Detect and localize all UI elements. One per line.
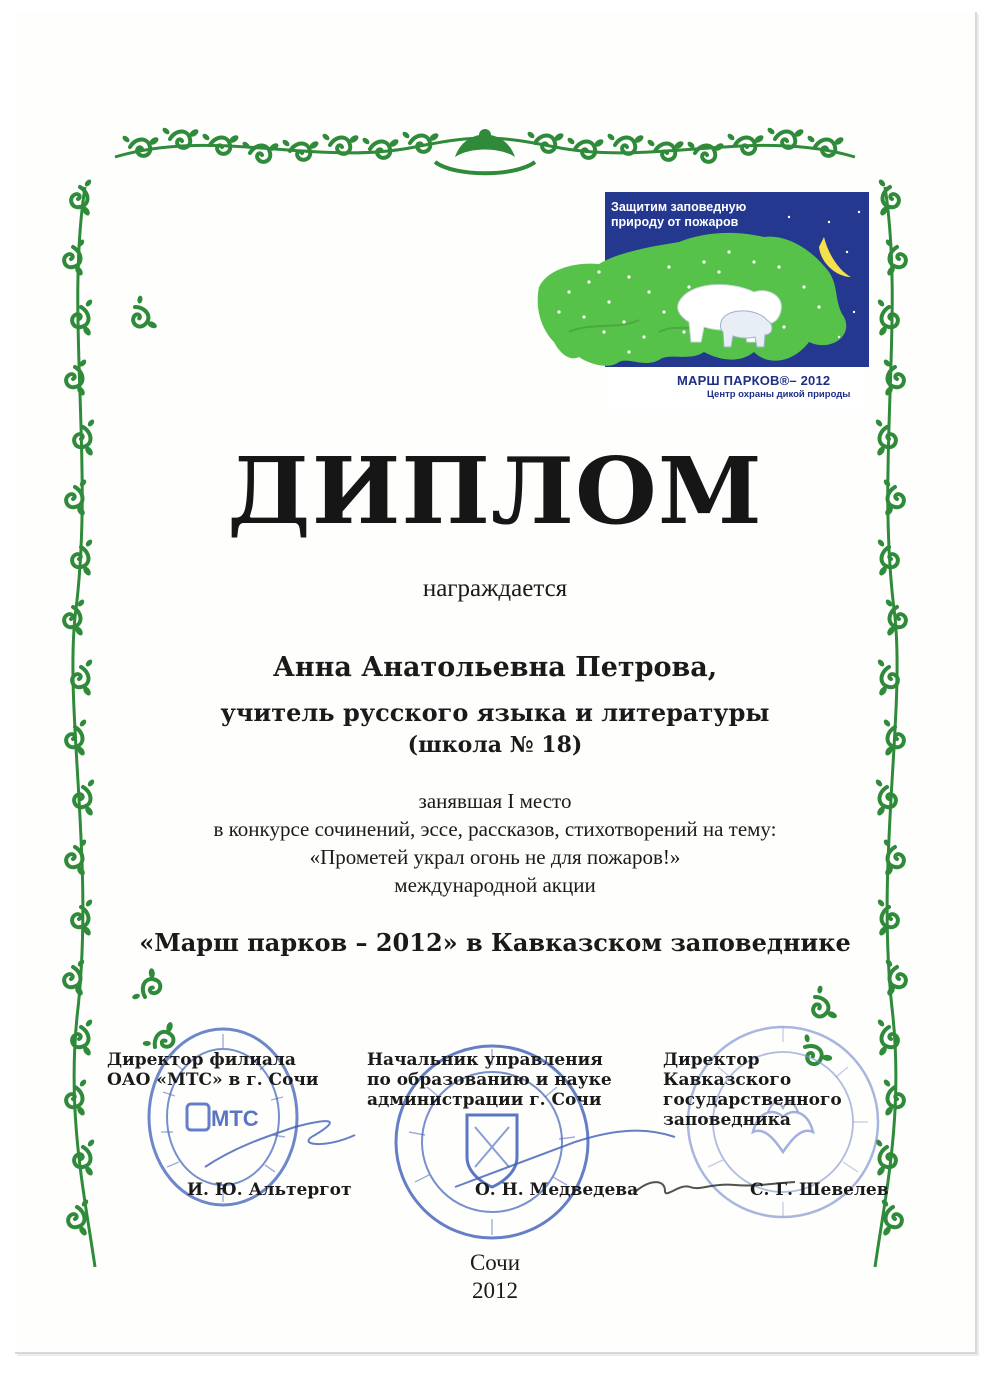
sig3-position-line3: государственного <box>663 1090 842 1110</box>
logo-tagline-line1: Защитим заповедную <box>611 200 747 214</box>
recipient-name: Анна Анатольевна Петрова, <box>272 652 718 683</box>
sig1-position-line1: Директор филиала <box>107 1050 296 1070</box>
signer-name-education: О. Н. Медведева <box>475 1180 639 1200</box>
logo-tagline-line2: природу от пожаров <box>611 215 739 229</box>
signer-name-reserve: С. Г. Шевелев <box>750 1180 889 1200</box>
place-line: занявшая I место <box>418 789 572 813</box>
signer-name-mts: И. Ю. Альтергот <box>187 1180 352 1200</box>
logo-title: МАРШ ПАРКОВ®– 2012 <box>677 373 831 388</box>
awarded-label: награждается <box>422 575 568 602</box>
signature-block-mts <box>107 1050 337 1090</box>
logo-tagline <box>611 200 791 230</box>
sig3-position-line1: Директор <box>663 1050 760 1070</box>
event-title: «Марш парков – 2012» в Кавказском заповеднике <box>139 928 851 957</box>
signature-block-education <box>367 1050 627 1110</box>
logo-subtitle: Центр охраны дикой природы <box>707 389 851 400</box>
sig1-position-line2: ОАО «МТС» в г. Сочи <box>107 1070 319 1090</box>
footer-year: 2012 <box>472 1278 518 1303</box>
footer-city: Сочи <box>469 1250 521 1275</box>
recipient-role: учитель русского языка и литературы <box>220 698 770 727</box>
contest-line: в конкурсе сочинений, эссе, рассказов, стихотворений на тему: <box>213 817 777 841</box>
sig2-position-line1: Начальник управления <box>367 1050 603 1070</box>
mts-stamp-logo: МТС <box>211 1106 259 1131</box>
diploma-title: ДИПЛОМ <box>227 437 763 545</box>
sig3-position-line4: заповедника <box>663 1110 791 1130</box>
marsh-parkov-logo <box>529 192 869 407</box>
recipient-school: (школа № 18) <box>407 732 583 758</box>
action-line: международной акции <box>394 873 596 897</box>
sig2-position-line3: администрации г. Сочи <box>367 1090 602 1110</box>
diploma-sheet <box>15 12 977 1354</box>
theme-line: «Прометей украл огонь не для пожаров!» <box>309 845 681 869</box>
sig3-position-line2: Кавказского <box>663 1070 792 1090</box>
signature-block-reserve <box>663 1050 883 1130</box>
sig2-position-line2: по образованию и науке <box>367 1070 612 1090</box>
top-border-ornament <box>115 127 855 174</box>
